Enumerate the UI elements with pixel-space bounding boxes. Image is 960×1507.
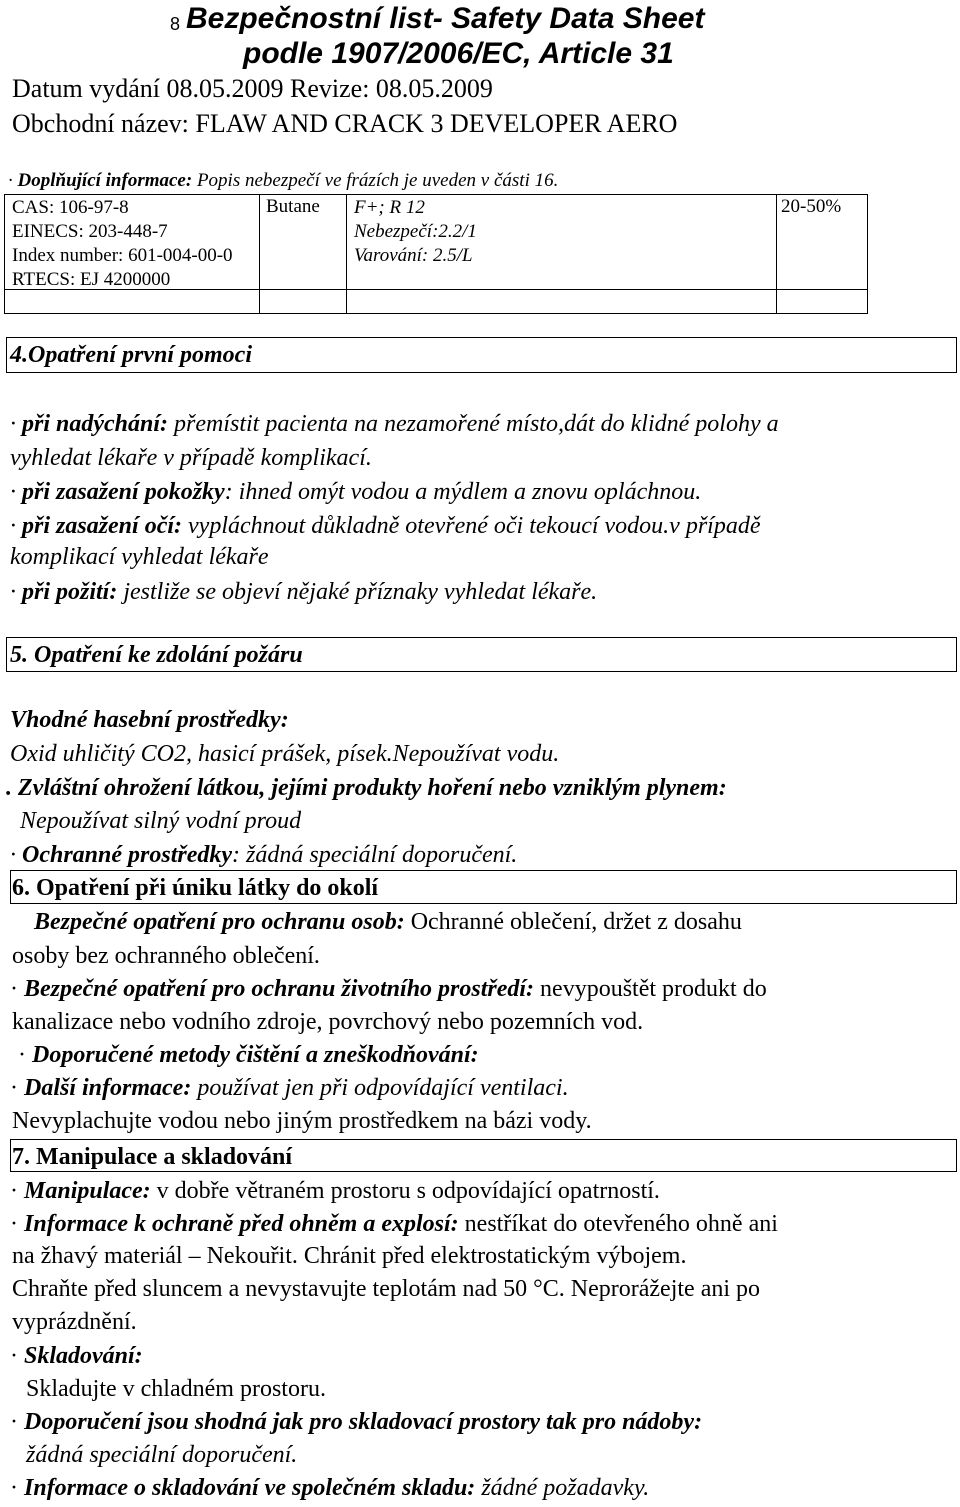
skin-label: při zasažení pokožky [22, 479, 225, 505]
protective-equipment-label: Ochranné prostředky [22, 842, 233, 868]
eyes-text: vypláchnout důkladně otevřené oči tekoucí vodou.v případě [182, 513, 761, 539]
first-aid-skin: · při zasažení pokožky: ihned omýt vodou a mýdlem a znovu opláchnou. [10, 479, 702, 505]
special-hazards-text: Nepoužívat silný vodní proud [20, 808, 302, 834]
supplementary-info-text: Popis nebezpečí ve frázích je uveden v části 16. [192, 170, 559, 191]
fire-protection-cont-1: na žhavý materiál – Nekouřit. Chránit před elektrostatickým výbojem. [12, 1243, 687, 1269]
section-5-heading: 5. Opatření ke zdolání požáru [10, 642, 303, 668]
warning-class: Varování: 2.5/L [354, 245, 473, 266]
substance-name: Butane [266, 196, 320, 217]
supplementary-info-label: Doplňující informace: [17, 170, 193, 191]
document-title: Bezpečnostní list- Safety Data Sheet [186, 2, 705, 35]
fire-protection-cont-3: vyprázdnění. [12, 1309, 137, 1335]
additional-info-label: Další informace: [24, 1075, 192, 1101]
section-7-heading: 7. Manipulace a skladování [12, 1144, 293, 1170]
protective-equipment-text: : žádná speciální doporučení. [232, 842, 518, 868]
eyes-label: při zasažení očí: [22, 513, 183, 539]
inhalation-label: při nadýchání: [22, 411, 169, 437]
bullet: · [8, 170, 18, 191]
fire-protection-text: nestříkat do otevřeného ohně ani [458, 1211, 778, 1237]
environmental-precautions: · Bezpečné opatření pro ochranu životního prostředí: nevypouštět produkt do [10, 976, 767, 1002]
joint-storage-text: žádné požadavky. [475, 1475, 650, 1501]
storage-label: Skladování: [24, 1343, 143, 1369]
personal-precautions-text: Ochranné oblečení, držet z dosahu [404, 909, 742, 935]
environmental-precautions-cont: kanalizace nebo vodního zdroje, povrchový nebo pozemních vod. [12, 1009, 644, 1035]
protective-equipment: · Ochranné prostředky: žádná speciální doporučení. [10, 842, 518, 868]
handling: · Manipulace: v dobře větraném prostoru s odpovídající opatrností. [10, 1178, 660, 1204]
issue-date: Datum vydání 08.05.2009 Revize: 08.05.2009 [12, 74, 493, 103]
cleanup-methods: · Doporučené metody čištění a zneškodňování: [18, 1042, 479, 1068]
handling-label: Manipulace: [24, 1178, 151, 1204]
danger-class: Nebezpečí:2.2/1 [354, 221, 477, 242]
storage-requirements: · Doporučení jsou shodná jak pro skladovací prostory tak pro nádoby: [10, 1409, 703, 1435]
first-aid-eyes-cont: komplikací vyhledat lékaře [10, 544, 269, 570]
storage-requirements-text: žádná speciální doporučení. [26, 1442, 298, 1468]
additional-info-text: používat jen při odpovídající ventilaci. [191, 1075, 569, 1101]
personal-precautions-label: Bezpečné opatření pro ochranu osob: [34, 909, 405, 935]
handling-text: v dobře větraném prostoru s odpovídající opatrností. [150, 1178, 660, 1204]
storage-text: Skladujte v chladném prostoru. [26, 1376, 326, 1402]
ingestion-text: jestliže se objeví nějaké příznaky vyhledat lékaře. [117, 579, 598, 605]
rtecs-number: RTECS: EJ 4200000 [12, 269, 171, 290]
first-aid-ingestion: · při požití: jestliže se objeví nějaké příznaky vyhledat lékaře. [10, 579, 598, 605]
einecs-number: EINECS: 203-448-7 [12, 221, 168, 242]
environmental-precautions-label: Bezpečné opatření pro ochranu životního prostředí: [24, 976, 535, 1002]
supplementary-info [8, 170, 558, 192]
environmental-precautions-text: nevypouštět produkt do [534, 976, 767, 1002]
trade-name: Obchodní název: FLAW AND CRACK 3 DEVELOPER AERO [12, 109, 678, 138]
personal-precautions [34, 910, 742, 934]
extinguishing-media-label: Vhodné hasební prostředky: [10, 707, 289, 733]
storage-requirements-label: Doporučení jsou shodná jak pro skladovací prostory tak pro nádoby: [24, 1409, 703, 1435]
cleanup-methods-label: Doporučené metody čištění a zneškodňování: [32, 1042, 479, 1068]
additional-info-cont: Nevyplachujte vodou nebo jiným prostředkem na bázi vody. [12, 1108, 592, 1134]
ingestion-label: při požití: [22, 579, 118, 605]
fire-protection-cont-2: Chraňte před sluncem a nevystavujte teplotám nad 50 °C. Neprorážejte ani po [12, 1276, 761, 1302]
section-6-heading: 6. Opatření při úniku látky do okolí [12, 875, 379, 901]
extinguishing-media-text: Oxid uhličitý CO2, hasicí prášek, písek.Nepoužívat vodu. [10, 741, 560, 767]
fire-protection: · Informace k ochraně před ohněm a explosí: nestříkat do otevřeného ohně ani [10, 1211, 778, 1237]
first-aid-inhalation-cont: vyhledat lékaře v případě komplikací. [10, 445, 372, 471]
cas-number: CAS: 106-97-8 [12, 197, 129, 218]
joint-storage-label: Informace o skladování ve společném skladu: [24, 1475, 476, 1501]
first-aid-inhalation: · při nadýchání: přemístit pacienta na nezamořené místo,dát do klidné polohy a [10, 411, 779, 437]
personal-precautions-cont: osoby bez ochranného oblečení. [12, 943, 320, 969]
document-subtitle: podle 1907/2006/EC, Article 31 [243, 37, 674, 70]
storage: · Skladování: [10, 1343, 143, 1369]
concentration: 20-50% [781, 196, 842, 217]
inhalation-text: přemístit pacienta na nezamořené místo,dát do klidné polohy a [168, 411, 779, 437]
first-aid-eyes: · při zasažení očí: vypláchnout důkladně otevřené oči tekoucí vodou.v případě [10, 513, 761, 539]
section-4-heading: 4.Opatření první pomoci [10, 342, 253, 368]
index-number: Index number: 601-004-00-0 [12, 245, 233, 266]
substance-identifiers [12, 196, 233, 292]
special-hazards-label: . Zvláštní ohrožení látkou, jejími produkty hoření nebo vzniklým plynem: [6, 775, 727, 801]
additional-info: · Další informace: používat jen při odpovídající ventilaci. [10, 1075, 569, 1101]
substance-classification [354, 196, 477, 268]
r-phrase: F+; R 12 [354, 197, 425, 218]
fire-protection-label: Informace k ochraně před ohněm a explosí: [24, 1211, 459, 1237]
joint-storage: · Informace o skladování ve společném skladu: žádné požadavky. [10, 1475, 650, 1501]
skin-text: : ihned omýt vodou a mýdlem a znovu opláchnou. [224, 479, 702, 505]
page-number: 8 [170, 14, 181, 34]
